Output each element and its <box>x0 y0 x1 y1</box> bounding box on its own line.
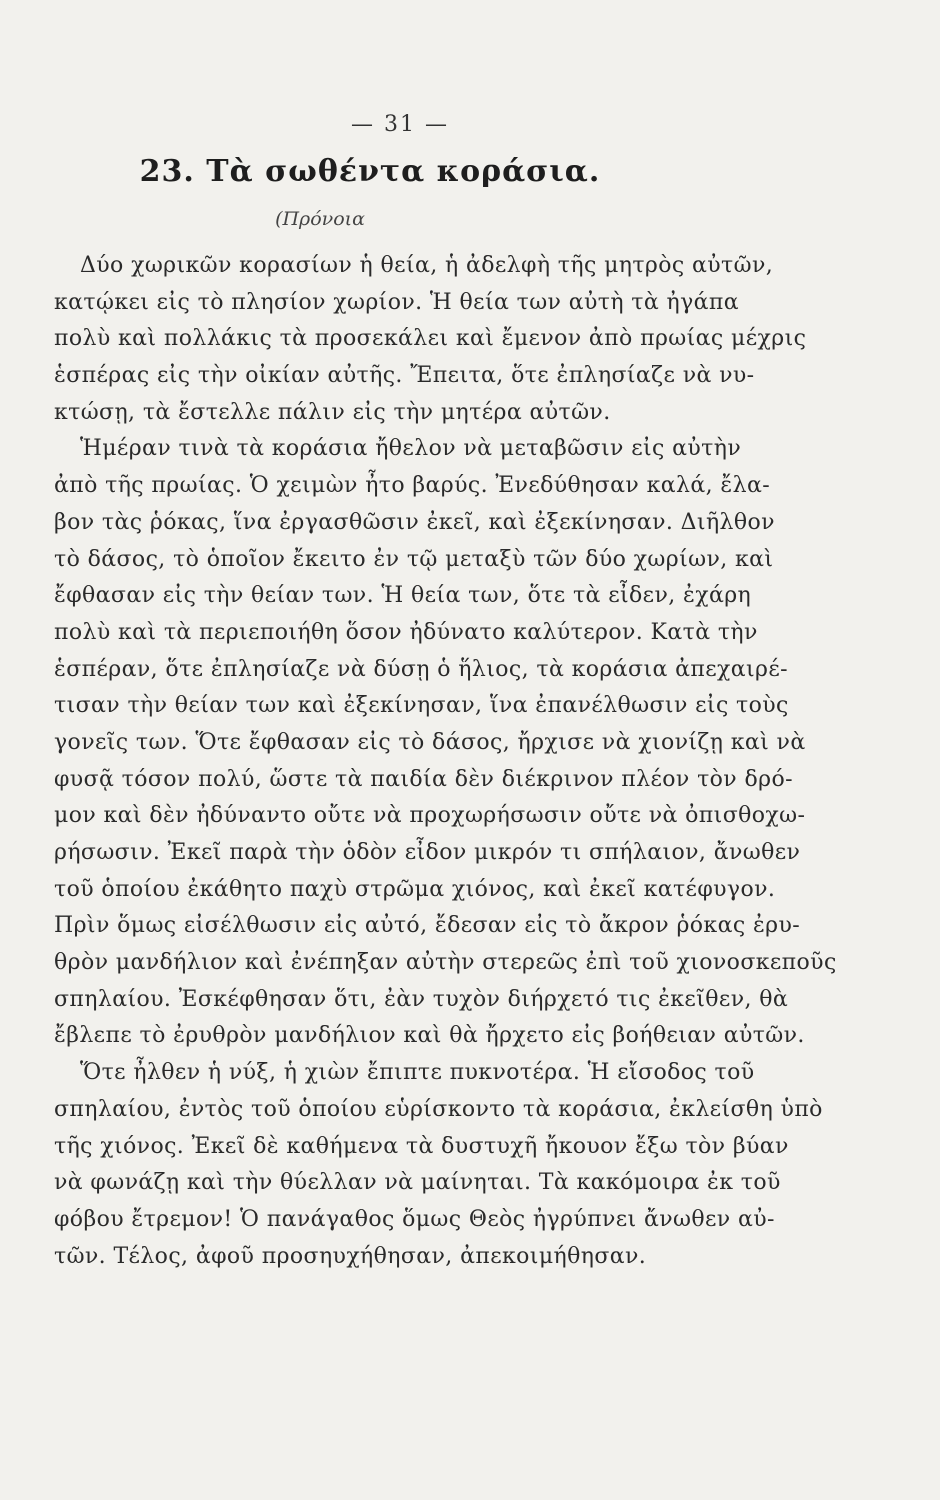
text-line: σπηλαίου, ἐντὸς τοῦ ὁποίου εὑρίσκοντο τὰ κοράσια, ἐκλείσθη ὑπὸ <box>54 1096 823 1122</box>
chapter-subtitle: (Πρόνοια <box>275 208 365 230</box>
text-line: νὰ φωνάζῃ καὶ τὴν θύελλαν νὰ μαίνηται. Τὰ κακόμοιρα ἐκ τοῦ <box>54 1170 781 1196</box>
text-line: ἔβλεπε τὸ ἐρυθρὸν μανδήλιον καὶ θὰ ἤρχετο εἰς βοήθειαν αὐτῶν. <box>54 1023 805 1049</box>
text-line: Ὅτε ἦλθεν ἡ νύξ, ἡ χιὼν ἔπιπτε πυκνοτέρα. Ἡ εἴσοδος τοῦ <box>80 1060 755 1086</box>
text-line: ἀπὸ τῆς πρωίας. Ὁ χειμὼν ἦτο βαρύς. Ἐνεδύθησαν καλά, ἔλα- <box>54 473 771 499</box>
text-line: ἑσπέρας εἰς τὴν οἰκίαν αὐτῆς. Ἔπειτα, ὅτε ἐπλησίαζε νὰ νυ- <box>54 363 755 389</box>
text-line: τῆς χιόνος. Ἐκεῖ δὲ καθήμενα τὰ δυστυχῆ ἤκουον ἔξω τὸν βύαν <box>54 1133 789 1159</box>
body-text <box>54 248 837 1275</box>
text-line: γονεῖς των. Ὅτε ἔφθασαν εἰς τὸ δάσος, ἤρχισε νὰ χιονίζῃ καὶ νὰ <box>54 729 806 755</box>
text-line: μον καὶ δὲν ἠδύναντο οὔτε νὰ προχωρήσωσιν οὔτε νὰ ὀπισθοχω- <box>54 803 806 829</box>
page-number: — 31 — <box>351 112 449 137</box>
text-line: φόβου ἔτρεμον! Ὁ πανάγαθος ὅμως Θεὸς ἠγρύπνει ἄνωθεν αὐ- <box>54 1206 775 1232</box>
chapter-title: 23. Τὰ σωθέντα κοράσια. <box>139 154 601 189</box>
text-line: ἔφθασαν εἰς τὴν θείαν των. Ἡ θεία των, ὅτε τὰ εἶδεν, ἐχάρη <box>54 583 752 609</box>
text-line: πολὺ καὶ πολλάκις τὰ προσεκάλει καὶ ἔμενον ἀπὸ πρωίας μέχρις <box>54 326 807 352</box>
text-line: κατῴκει εἰς τὸ πλησίον χωρίον. Ἡ θεία των αὐτὴ τὰ ἠγάπα <box>54 289 740 315</box>
text-line: τὸ δάσος, τὸ ὁποῖον ἔκειτο ἐν τῷ μεταξὺ τῶν δύο χωρίων, καὶ <box>54 546 774 572</box>
text-line: Πρὶν ὅμως εἰσέλθωσιν εἰς αὐτό, ἔδεσαν εἰς τὸ ἄκρον ῥόκας ἐρυ- <box>54 913 801 939</box>
text-line: βον τὰς ῥόκας, ἵνα ἐργασθῶσιν ἐκεῖ, καὶ ἐξεκίνησαν. Διῆλθον <box>54 509 775 535</box>
text-line: Ἡμέραν τινὰ τὰ κοράσια ἤθελον νὰ μεταβῶσιν εἰς αὐτὴν <box>80 436 742 462</box>
text-line: πολὺ καὶ τὰ περιεποιήθη ὅσον ἠδύνατο καλύτερον. Κατὰ τὴν <box>54 619 758 645</box>
text-line: θρὸν μανδήλιον καὶ ἐνέπηξαν αὐτὴν στερεῶς ἐπὶ τοῦ χιονοσκεποῦς <box>54 950 837 976</box>
text-line: κτώσῃ, τὰ ἔστελλε πάλιν εἰς τὴν μητέρα αὐτῶν. <box>54 399 611 425</box>
text-line: Δύο χωρικῶν κορασίων ἡ θεία, ἡ ἀδελφὴ τῆς μητρὸς αὐτῶν, <box>80 253 774 278</box>
text-line: σπηλαίου. Ἐσκέφθησαν ὅτι, ἐὰν τυχὸν διήρχετό τις ἐκεῖθεν, θὰ <box>54 986 789 1012</box>
text-line: τοῦ ὁποίου ἐκάθητο παχὺ στρῶμα χιόνος, καὶ ἐκεῖ κατέφυγον. <box>54 876 776 902</box>
text-line: ἑσπέραν, ὅτε ἐπλησίαζε νὰ δύσῃ ὁ ἥλιος, τὰ κοράσια ἀπεχαιρέ- <box>54 656 789 682</box>
text-line: τισαν τὴν θείαν των καὶ ἐξεκίνησαν, ἵνα ἐπανέλθωσιν εἰς τοὺς <box>54 693 789 719</box>
text-line: φυσᾷ τόσον πολύ, ὥστε τὰ παιδία δὲν διέκρινον πλέον τὸν δρό- <box>54 766 793 792</box>
text-line: ρήσωσιν. Ἐκεῖ παρὰ τὴν ὁδὸν εἶδον μικρόν τι σπήλαιον, ἄνωθεν <box>54 840 801 865</box>
text-line: τῶν. Τέλος, ἀφοῦ προσηυχήθησαν, ἀπεκοιμήθησαν. <box>54 1243 647 1269</box>
